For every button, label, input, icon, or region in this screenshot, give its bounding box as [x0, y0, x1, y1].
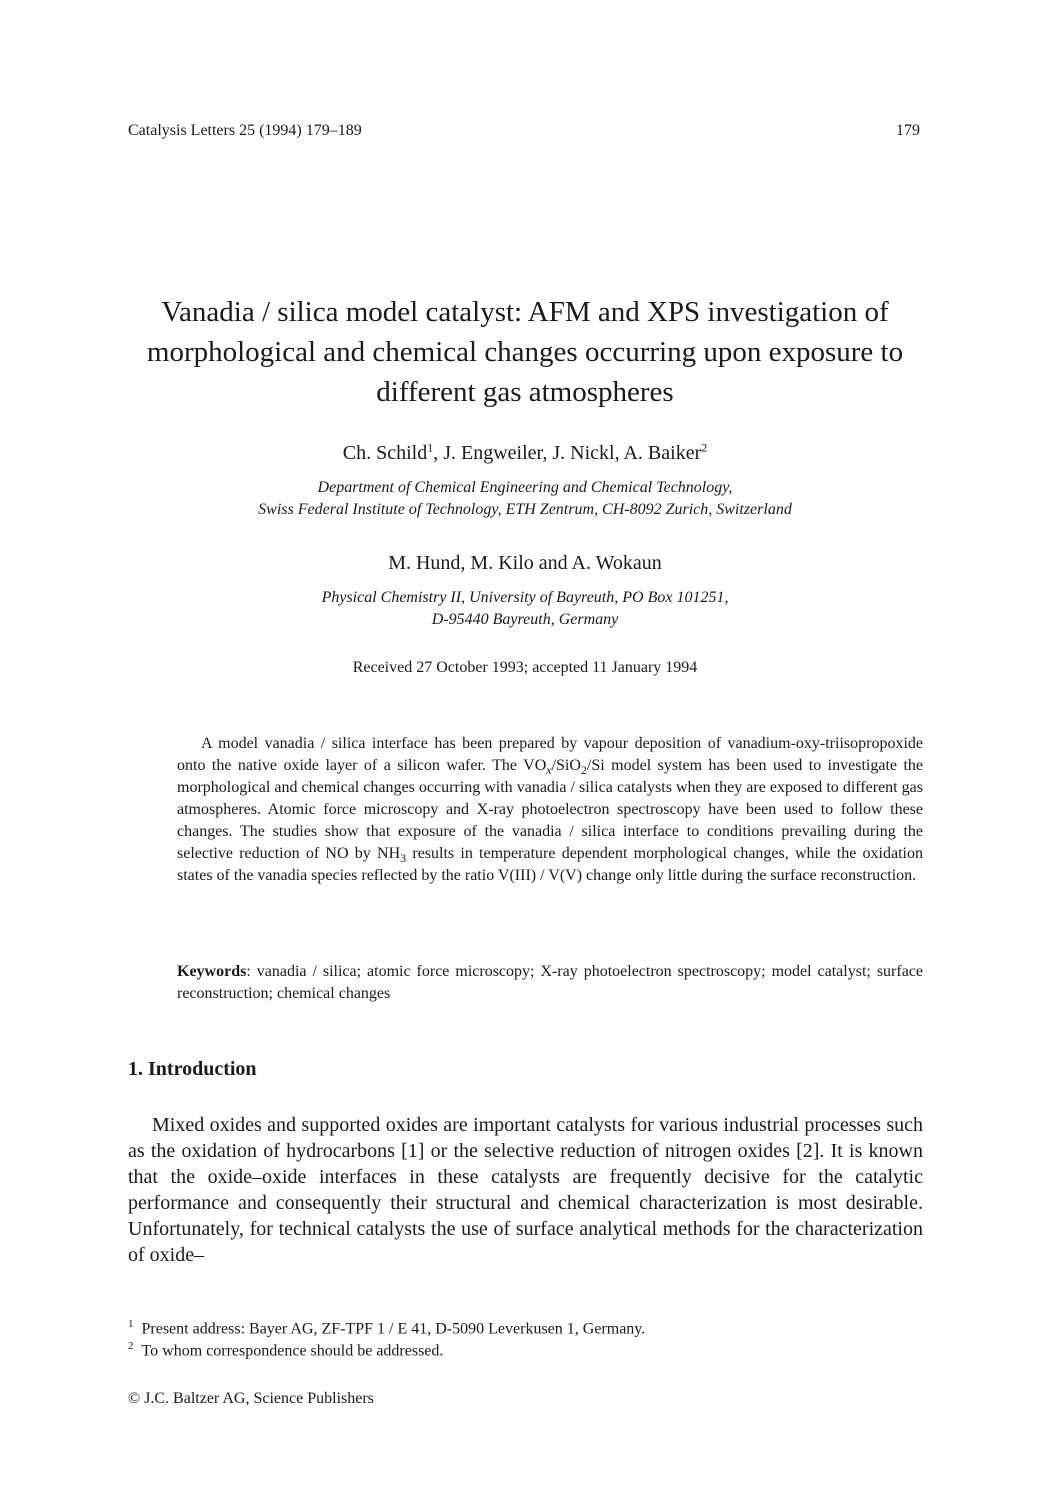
- affiliation-2: [0, 587, 1050, 631]
- affiliation-line: Department of Chemical Engineering and Chemical Technology,: [317, 479, 733, 496]
- running-head: Catalysis Letters 25 (1994) 179–189: [128, 122, 362, 139]
- paper-title: Vanadia / silica model catalyst: AFM and XPS investigation of morphological and chemical changes occurring upon exposure to different gas atmospheres: [146, 296, 904, 408]
- keywords-label: Keywords: [177, 963, 247, 980]
- author-list-2: M. Hund, M. Kilo and A. Wokaun: [388, 552, 662, 574]
- affiliation-line: D-95440 Bayreuth, Germany: [431, 611, 619, 628]
- received-dates: Received 27 October 1993; accepted 11 January 1994: [352, 659, 698, 676]
- keywords-text: : vanadia / silica; atomic force microscopy; X-ray photoelectron spectroscopy; model catalyst; surface reconstruction; chemical changes: [177, 963, 923, 1002]
- author-name: Ch. Schild: [342, 442, 428, 464]
- abstract-text: /Si model system has been used to investigate the morphological and chemical changes occurring with vanadia / silica catalysts when they are exposed to different gas atmospheres. Atomic force microscopy and X-ray photoelectron spectroscopy have been used to follow these changes. The studies show that exposure of the vanadia / silica interface to conditions prevailing during the selective reduction of NO by NH: [177, 757, 923, 862]
- subscript: 3: [400, 851, 407, 866]
- subscript: x: [546, 763, 552, 778]
- footnote-mark: 2: [128, 1340, 134, 1352]
- subscript: 2: [580, 763, 587, 778]
- affiliation-line: Physical Chemistry II, University of Bayreuth, PO Box 101251,: [321, 589, 729, 606]
- affiliation-1: [0, 477, 1050, 521]
- footnote: [128, 1318, 645, 1338]
- author-note-mark: 2: [701, 440, 708, 455]
- footnote: [128, 1340, 443, 1360]
- abstract-text: results in temperature dependent morphological changes, while the oxidation states of the vanadia species reflected by the ratio V(III) / V(V) change only little during the surface reconstruction.: [177, 845, 923, 884]
- author-note-mark: 1: [427, 440, 434, 455]
- author-name: J. Nickl: [552, 442, 615, 464]
- section-heading: 1. Introduction: [128, 1058, 257, 1080]
- author-list-1: Ch. Schild$^1$, J. Engweiler, J. Nickl, A. Baiker$^2$: [342, 440, 708, 464]
- author-name: A. Baiker: [623, 442, 702, 464]
- footnote-text: Present address: Bayer AG, ZF-TPF 1 / E 41, D-5090 Leverkusen 1, Germany.: [141, 1320, 646, 1338]
- affiliation-line: Swiss Federal Institute of Technology, ETH Zentrum, CH-8092 Zurich, Switzerland: [258, 501, 792, 518]
- abstract-text: /SiO: [551, 757, 581, 774]
- footnote-text: To whom correspondence should be addressed.: [141, 1342, 444, 1360]
- abstract: [177, 733, 923, 887]
- keywords: [177, 961, 923, 1005]
- page-number: 179: [896, 122, 920, 139]
- abstract-text: A model vanadia / silica interface has been prepared by vapour deposition of vanadium-oxy-triisopropoxide onto the native oxide layer of a silicon wafer. The VO: [177, 735, 923, 774]
- copyright: © J.C. Baltzer AG, Science Publishers: [128, 1390, 374, 1407]
- author-name: J. Engweiler: [443, 442, 543, 464]
- section-body: Mixed oxides and supported oxides are important catalysts for various industrial processes such as the oxidation of hydrocarbons [1] or the selective reduction of nitrogen oxides [2]. It is known that the oxide–oxide interfaces in these catalysts are frequently decisive for the catalytic performance and consequently their structural and chemical characterization is most desirable. Unfortunately, for technical catalysts the use of surface analytical methods for the characterization of oxide–: [128, 1114, 923, 1266]
- footnote-mark: 1: [128, 1318, 134, 1330]
